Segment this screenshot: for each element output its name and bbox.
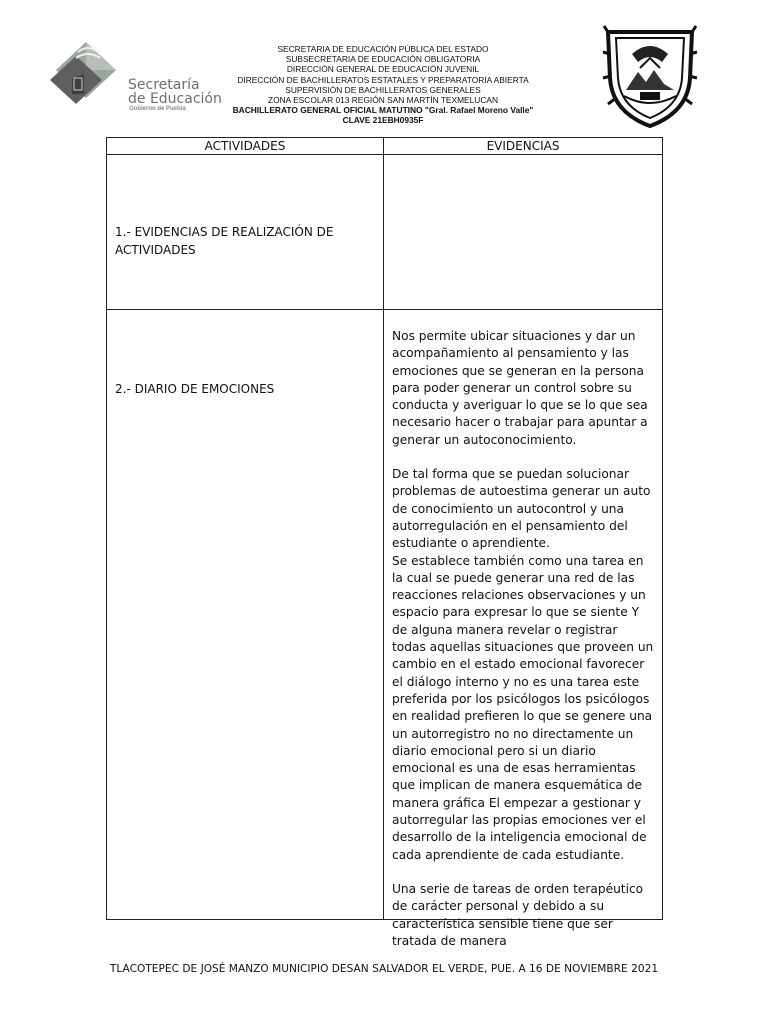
header-line: DIRECCIÓN DE BACHILLERATOS ESTATALES Y PREPARATORIA ABIERTA bbox=[237, 74, 529, 85]
column-header-activities: ACTIVIDADES bbox=[107, 138, 384, 155]
evidence-paragraph: Nos permite ubicar situaciones y dar un acompañamiento al pensamiento y las emociones que se generan en la persona para poder generar un control sobre su conducta y averiguar lo que se lo que sea necesario hacer o trabajar para apuntar a generar un autoconocimiento. bbox=[392, 329, 648, 447]
logo-wordmark bbox=[128, 78, 222, 106]
activity-label: 1.- EVIDENCIAS DE REALIZACIÓN DE ACTIVIDADES bbox=[115, 225, 334, 257]
logo-line1: Secretaría bbox=[128, 77, 200, 93]
school-crest-icon bbox=[602, 24, 698, 130]
header-line: ZONA ESCOLAR 013 REGIÓN SAN MARTÍN TEXMELUCAN bbox=[267, 95, 499, 106]
table-header-row bbox=[107, 138, 663, 155]
column-header-evidences: EVIDENCIAS bbox=[384, 138, 663, 155]
table-row bbox=[107, 155, 663, 310]
header-line: SUPERVISIÓN DE BACHILLERATOS GENERALES bbox=[285, 84, 481, 95]
secretaria-logo bbox=[48, 34, 228, 124]
table-row bbox=[107, 310, 663, 920]
secretaria-emblem-icon bbox=[48, 34, 128, 124]
evidence-cell bbox=[384, 310, 663, 948]
header-line: SUBSECRETARIA DE EDUCACIÓN OBLIGATORIA bbox=[285, 54, 481, 65]
document-header bbox=[220, 44, 546, 126]
document-footer: TLACOTEPEC DE JOSÉ MANZO MUNICIPIO DESAN SALVADOR EL VERDE, PUE. A 16 DE NOVIEMBRE 2021 bbox=[109, 963, 659, 975]
activities-table bbox=[106, 137, 663, 948]
activity-label: 2.- DIARIO DE EMOCIONES bbox=[115, 382, 275, 396]
school-clave: CLAVE 21EBH0935F bbox=[342, 115, 424, 126]
header-line: SECRETARIA DE EDUCACIÓN PÚBLICA DEL ESTADO bbox=[277, 44, 489, 54]
evidence-paragraph: Una serie de tareas de orden terapéutico de carácter personal y debido a su característica sensible tiene que ser tratada de manera bbox=[392, 881, 644, 948]
logo-subtitle: Gobierno de Puebla bbox=[129, 106, 186, 112]
evidence-paragraph: Se establece también como una tarea en la cual se puede generar una red de las reacciones relaciones observaciones y un espacio para expresar lo que se siente Y de alguna manera revelar o registrar todas aquellas situaciones que proveen un cambio en el estado emocional favorecer el diálogo interno y no es una tarea este preferida por los psicólogos los psicólogos en realidad prefieren lo que se genere una un autorregistro no no directamente un diario emocional pero si un diario emocional es una de esas herramientas que implican de manera esquemática de manera gráfica El empezar a gestionar y autorregular las propias emociones ver el desarrollo de la inteligencia emocional de cada aprendiente de cada estudiante. bbox=[392, 553, 654, 862]
evidence-text bbox=[384, 310, 662, 948]
activity-cell bbox=[107, 310, 384, 920]
evidence-paragraph: De tal forma que se puedan solucionar problemas de autoestima generar un auto de conocimiento un autocontrol y una autorregulación en el pensamiento del estudiante o aprendiente. bbox=[392, 467, 651, 551]
header-line: DIRECCIÓN GENERAL DE EDUCACIÓN JUVENIL bbox=[286, 64, 480, 75]
evidence-cell-empty bbox=[384, 155, 663, 310]
school-name: BACHILLERATO GENERAL OFICIAL MATUTINO "Gral. Rafael Moreno Valle" bbox=[232, 105, 534, 116]
logo-line2: de Educación bbox=[128, 91, 222, 107]
activity-cell bbox=[107, 155, 384, 310]
